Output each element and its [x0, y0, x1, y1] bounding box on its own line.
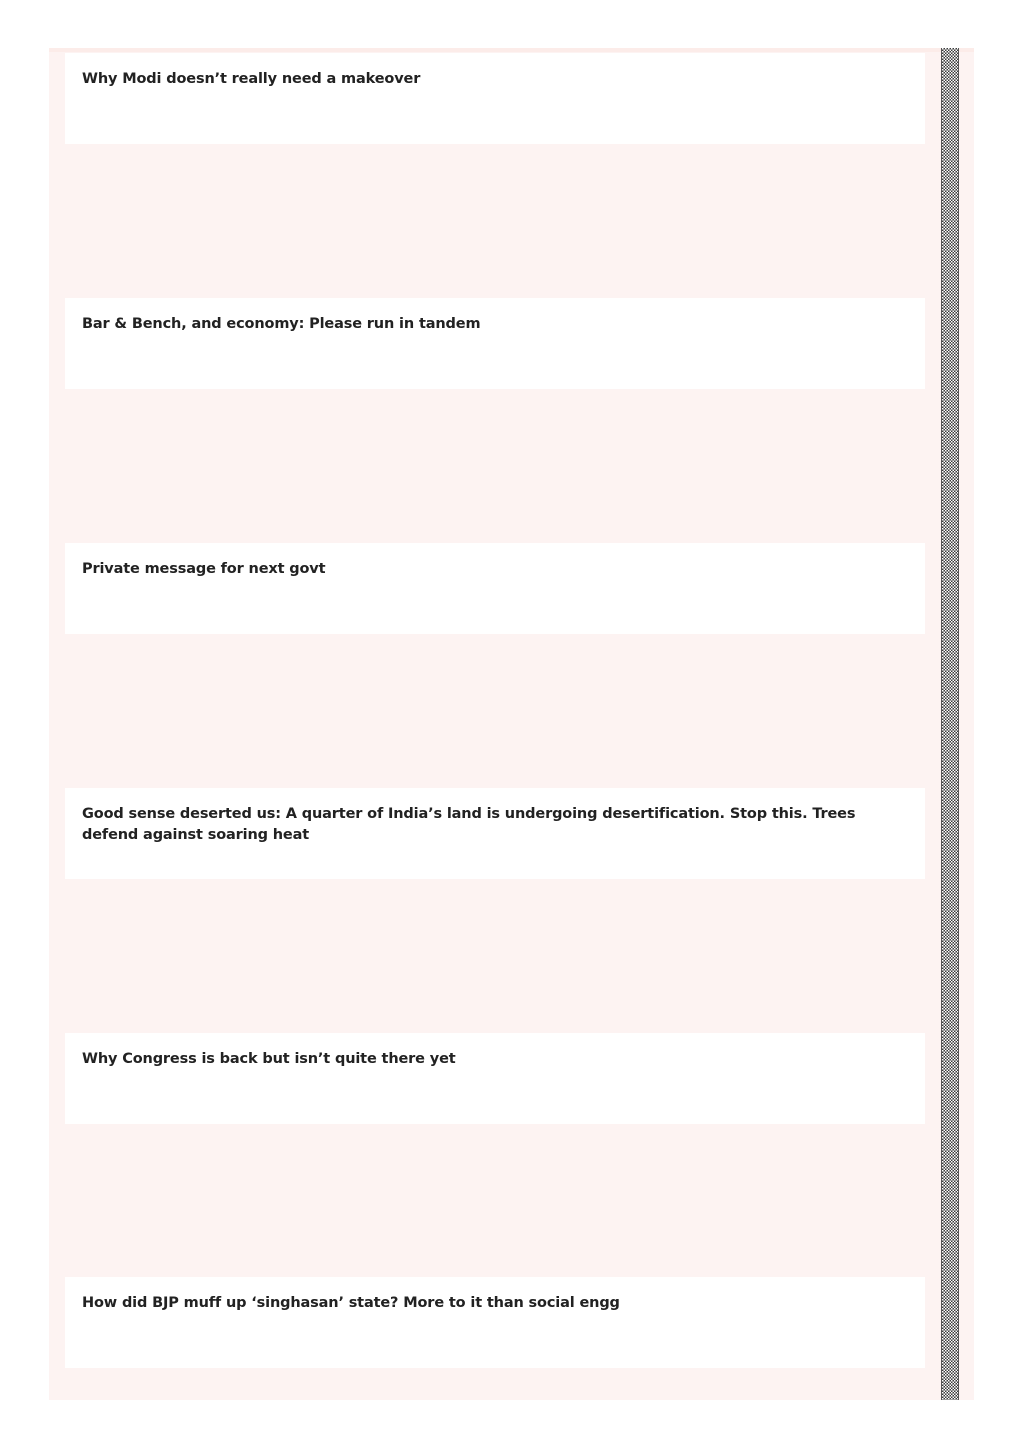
article-title[interactable]: Bar & Bench, and economy: Please run in tandem [82, 316, 481, 332]
article-title[interactable]: Why Modi doesn’t really need a makeover [82, 71, 421, 87]
article-card[interactable] [65, 1277, 925, 1368]
vertical-scrollbar[interactable] [941, 48, 959, 1400]
article-card[interactable] [65, 1033, 925, 1124]
article-card[interactable] [65, 788, 925, 879]
article-title[interactable]: Why Congress is back but isn’t quite there yet [82, 1051, 456, 1067]
article-title[interactable]: Good sense deserted us: A quarter of India’s land is undergoing desertification. Stop this. Trees defend against soaring heat [82, 806, 856, 843]
article-card[interactable] [65, 543, 925, 634]
article-card[interactable] [65, 298, 925, 389]
article-list-panel [49, 48, 974, 1400]
article-title[interactable]: Private message for next govt [82, 561, 326, 577]
article-card[interactable] [65, 53, 925, 144]
article-title[interactable]: How did BJP muff up ‘singhasan’ state? More to it than social engg [82, 1295, 620, 1311]
